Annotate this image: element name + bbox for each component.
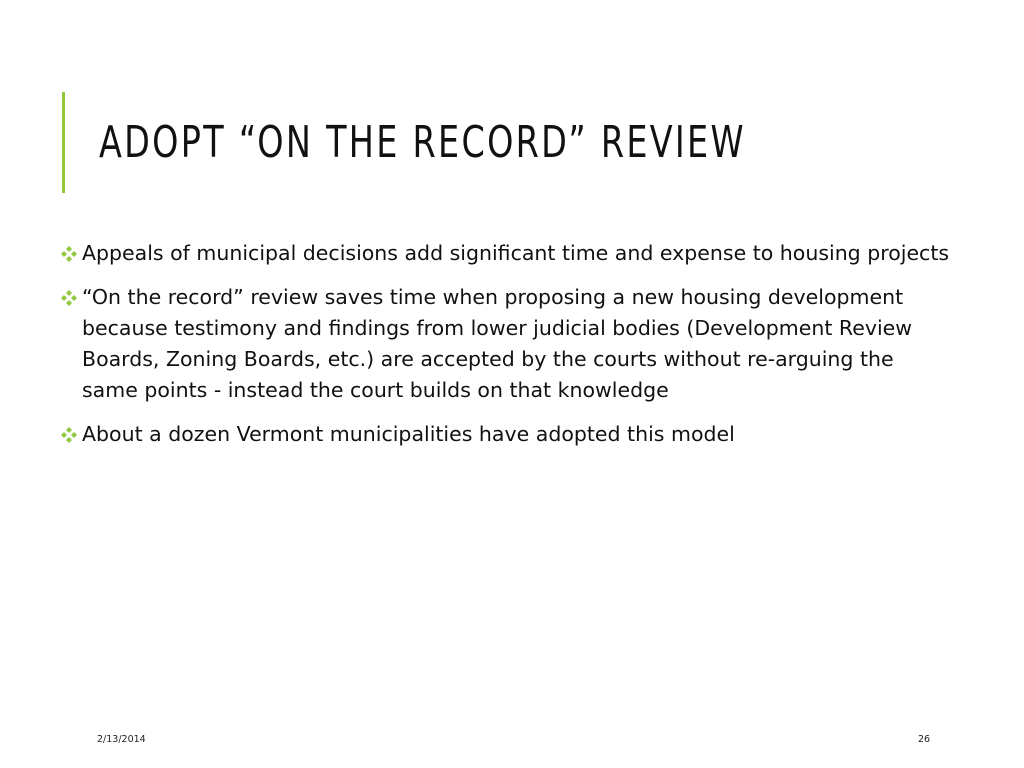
bullet-text: “On the record” review saves time when proposing a new housing development because testimony and findings from lower judicial bodies (Development Review Boards, Zoning Boards, etc.) are accepted by the courts without re-arguing the same points - instead the court builds on that knowledge [82,285,913,402]
footer-date: 2/13/2014 [97,734,146,745]
four-diamond-bullet-icon [60,426,78,444]
bullet-list [60,238,955,463]
bullet-item [60,238,955,269]
bullet-text: Appeals of municipal decisions add significant time and expense to housing projects [82,241,950,265]
slide-title: ADOPT “ON THE RECORD” REVIEW [99,117,746,168]
four-diamond-bullet-icon [60,245,78,263]
bullet-item [60,282,955,406]
bullet-item [60,419,955,450]
title-accent-bar [62,92,65,193]
footer-page-number: 26 [918,734,931,745]
four-diamond-bullet-icon [60,289,78,307]
bullet-text: About a dozen Vermont municipalities have adopted this model [82,422,735,446]
